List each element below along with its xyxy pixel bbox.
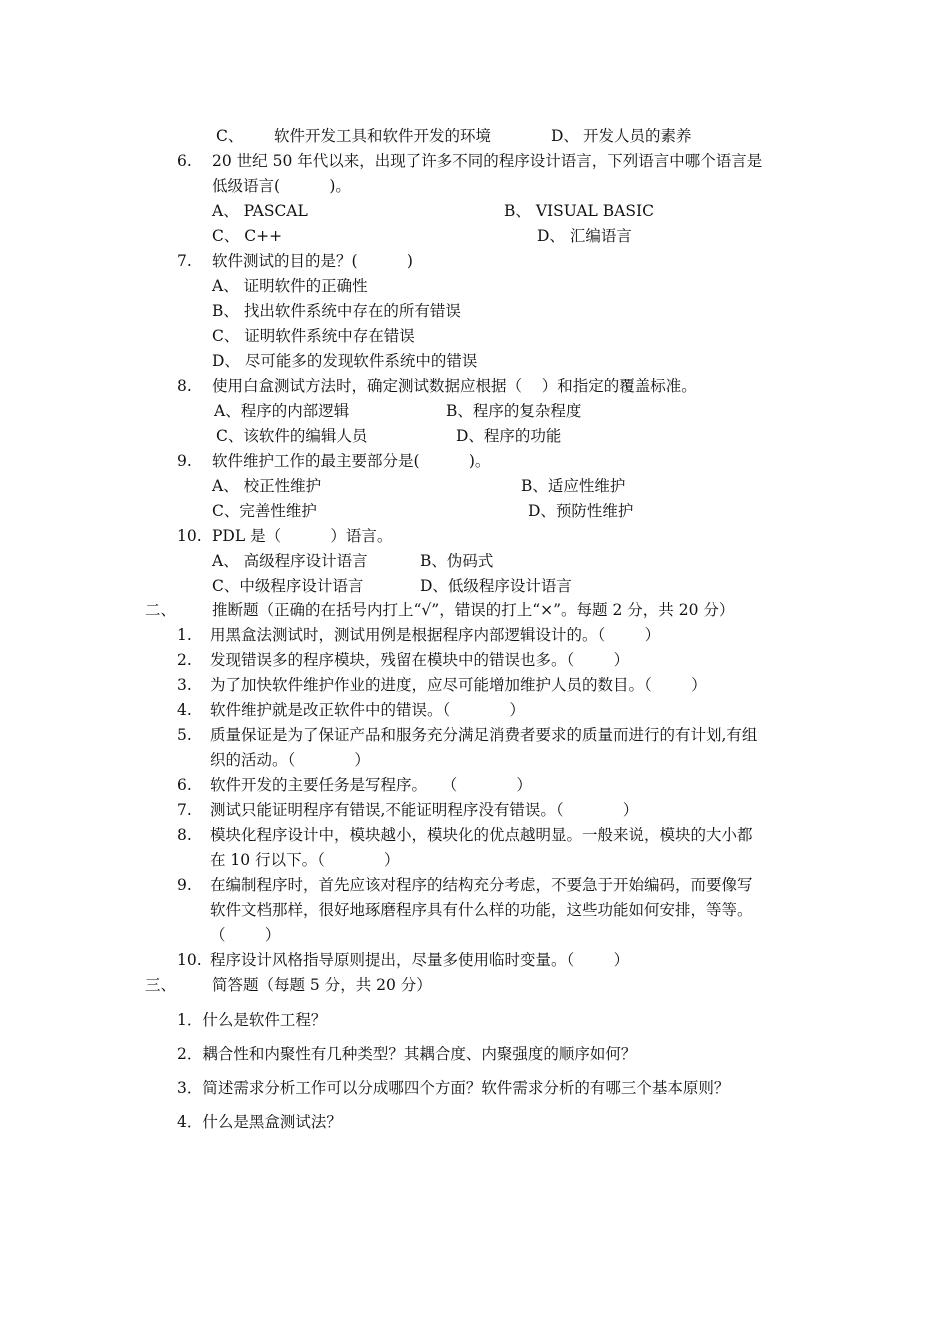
q5-option-c-label: C、 bbox=[216, 127, 244, 145]
tf-item-number: 1. bbox=[177, 626, 192, 644]
q8-number: 8. bbox=[177, 377, 192, 395]
tf-item-text: 程序设计风格指导原则提出，尽量多使用临时变量。（ ） bbox=[210, 951, 630, 969]
sa-item: 3．简述需求分析工作可以分成哪四个方面？软件需求分析的有哪三个基本原则？ bbox=[177, 1079, 730, 1097]
q7-option-d: D、 尽可能多的发现软件系统中的错误 bbox=[212, 352, 478, 370]
q9-option-d: D、预防性维护 bbox=[528, 502, 634, 520]
tf-item-number: 8. bbox=[177, 826, 192, 844]
q8-option-b: B、程序的复杂程度 bbox=[446, 402, 582, 420]
q10-option-d: D、低级程序设计语言 bbox=[420, 577, 572, 595]
q9-option-a: A、 校正性维护 bbox=[212, 477, 322, 495]
q9-option-b: B、适应性维护 bbox=[521, 477, 626, 495]
sa-section-number: 三、 bbox=[145, 976, 177, 994]
q6-option-a: A、 PASCAL bbox=[212, 202, 308, 220]
tf-item-text-cont: （ ） bbox=[210, 926, 281, 944]
tf-item-text: 发现错误多的程序模块，残留在模块中的错误也多。（ ） bbox=[210, 651, 630, 669]
q9-number: 9. bbox=[177, 452, 192, 470]
tf-item-text: 用黑盒法测试时，测试用例是根据程序内部逻辑设计的。（ ） bbox=[210, 626, 661, 644]
tf-item-number: 5. bbox=[177, 726, 192, 744]
q8-stem: 使用白盒测试方法时，确定测试数据应根据（ ）和指定的覆盖标准。 bbox=[212, 377, 697, 395]
tf-item-text: 测试只能证明程序有错误,不能证明程序没有错误。（ ） bbox=[210, 801, 639, 819]
tf-item-text: 为了加快软件维护作业的进度，应尽可能增加维护人员的数目。（ ） bbox=[210, 676, 707, 694]
tf-item-text-cont: 在 10 行以下。（ ） bbox=[210, 851, 400, 869]
q6-stem-line1: 20 世纪 50 年代以来，出现了许多不同的程序设计语言，下列语言中哪个语言是 bbox=[212, 152, 763, 170]
q7-option-a: A、 证明软件的正确性 bbox=[212, 277, 368, 295]
q6-stem-line2: 低级语言( )。 bbox=[212, 177, 351, 195]
q10-option-a: A、 高级程序设计语言 bbox=[212, 552, 368, 570]
q10-option-b: B、伪码式 bbox=[420, 552, 494, 570]
tf-item-number: 7. bbox=[177, 801, 192, 819]
sa-item: 2．耦合性和内聚性有几种类型？其耦合度、内聚强度的顺序如何？ bbox=[177, 1045, 637, 1063]
q5-option-d-label: D、 bbox=[551, 127, 579, 145]
q6-number: 6. bbox=[177, 152, 192, 170]
q7-option-b: B、 找出软件系统中存在的所有错误 bbox=[212, 302, 461, 320]
tf-item-text: 质量保证是为了保证产品和服务充分满足消费者要求的质量而进行的有计划,有组 bbox=[210, 726, 758, 744]
sa-item: 1．什么是软件工程？ bbox=[177, 1011, 327, 1029]
q9-stem: 软件维护工作的最主要部分是( )。 bbox=[212, 452, 491, 470]
q6-option-d: D、 汇编语言 bbox=[537, 227, 632, 245]
q7-number: 7. bbox=[177, 252, 192, 270]
tf-item-text: 软件维护就是改正软件中的错误。（ ） bbox=[210, 701, 525, 719]
tf-item-number: 2. bbox=[177, 651, 192, 669]
q8-option-c: C、该软件的编辑人员 bbox=[216, 427, 368, 445]
q5-option-c-text: 软件开发工具和软件开发的环境 bbox=[274, 127, 492, 145]
q10-option-c: C、中级程序设计语言 bbox=[212, 577, 364, 595]
tf-item-text-cont: 软件文档那样，很好地琢磨程序具有什么样的功能，这些功能如何安排，等等。 bbox=[210, 901, 753, 919]
q8-option-a: A、程序的内部逻辑 bbox=[214, 402, 350, 420]
tf-item-number: 4. bbox=[177, 701, 192, 719]
sa-item: 4．什么是黑盒测试法？ bbox=[177, 1113, 342, 1131]
q9-option-c: C、完善性维护 bbox=[212, 502, 317, 520]
q7-stem: 软件测试的目的是？( ) bbox=[212, 252, 413, 270]
q7-option-c: C、 证明软件系统中存在错误 bbox=[212, 327, 415, 345]
q10-stem: PDL 是（ ）语言。 bbox=[212, 527, 393, 545]
tf-item-number: 9. bbox=[177, 876, 192, 894]
tf-section-heading: 推断题（正确的在括号内打上“√”，错误的打上“×”。每题 2 分，共 20 分） bbox=[212, 601, 735, 619]
tf-section-number: 二、 bbox=[145, 601, 177, 619]
q6-option-b: B、 VISUAL BASIC bbox=[504, 202, 654, 220]
q5-option-d-text: 开发人员的素养 bbox=[583, 127, 692, 145]
q6-option-c: C、 C++ bbox=[212, 227, 283, 245]
tf-item-number: 3. bbox=[177, 676, 192, 694]
tf-item-number: 6. bbox=[177, 776, 192, 794]
sa-section-heading: 简答题（每题 5 分，共 20 分） bbox=[212, 976, 432, 994]
tf-item-text: 在编制程序时，首先应该对程序的结构充分考虑，不要急于开始编码，而要像写 bbox=[210, 876, 753, 894]
q10-number: 10. bbox=[177, 527, 202, 545]
tf-item-number: 10. bbox=[177, 951, 202, 969]
q8-option-d: D、程序的功能 bbox=[456, 427, 562, 445]
tf-item-text: 模块化程序设计中，模块越小，模块化的优点越明显。一般来说，模块的大小都 bbox=[210, 826, 753, 844]
tf-item-text: 软件开发的主要任务是写程序。 （ ） bbox=[210, 776, 532, 794]
tf-item-text-cont: 织的活动。（ ） bbox=[210, 751, 370, 769]
